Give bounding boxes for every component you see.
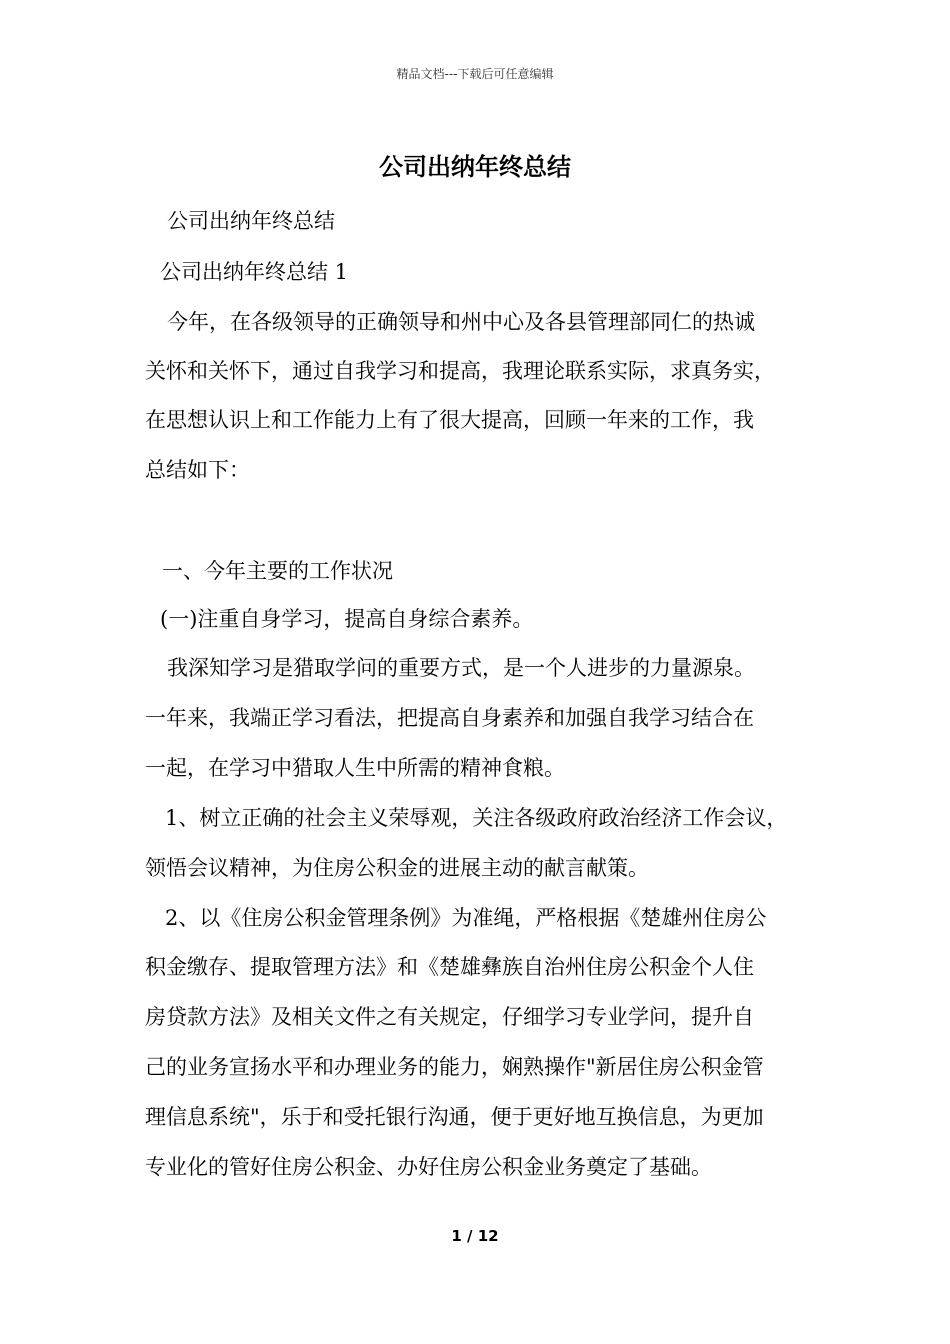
list-item-line: 2、以《住房公积金管理条例》为准绳，严格根据《楚雄州住房公 [165,906,767,930]
body-line: 积金缴存、提取管理方法》和《楚雄彝族自治州住房公积金个人住 [145,955,754,979]
body-line: 己的业务宣扬水平和办理业务的能力，娴熟操作"新居住房公积金管 [145,1055,764,1079]
body-line: 总结如下： [145,458,250,482]
document-header-note: 精品文档---下载后可任意编辑 [396,67,554,81]
body-line: 我深知学习是猎取学问的重要方式，是一个人进步的力量源泉。 [167,656,755,680]
subsection-heading: (一)注重自身学习，提高自身综合素养。 [160,607,534,631]
body-line: 公司出纳年终总结 [167,209,335,233]
body-line: 一年来，我端正学习看法，把提高自身素养和加强自我学习结合在 [145,706,754,730]
page-indicator: 1 / 12 [451,1227,499,1245]
body-line: 房贷款方法》及相关文件之有关规定，仔细学习专业学问，提升自 [145,1005,754,1029]
section-heading: 一、今年主要的工作状况 [162,559,393,583]
body-line: 在思想认识上和工作能力上有了很大提高，回顾一年来的工作，我 [145,408,754,432]
body-line: 一起，在学习中猎取人生中所需的精神食粮。 [145,756,565,780]
body-line: 领悟会议精神，为住房公积金的进展主动的献言献策。 [145,856,649,880]
body-line: 专业化的管好住房公积金、办好住房公积金业务奠定了基础。 [145,1155,712,1179]
body-line: 关怀和关怀下，通过自我学习和提高，我理论联系实际，求真务实， [145,359,775,383]
body-line: 公司出纳年终总结 1 [160,260,349,284]
document-title: 公司出纳年终总结 [379,152,571,181]
body-line: 理信息系统"，乐于和受托银行沟通，便于更好地互换信息，为更加 [145,1105,764,1129]
list-item-line: 1、树立正确的社会主义荣辱观，关注各级政府政治经济工作会议， [165,806,788,830]
body-line: 今年，在各级领导的正确领导和州中心及各县管理部同仁的热诚 [167,310,755,334]
